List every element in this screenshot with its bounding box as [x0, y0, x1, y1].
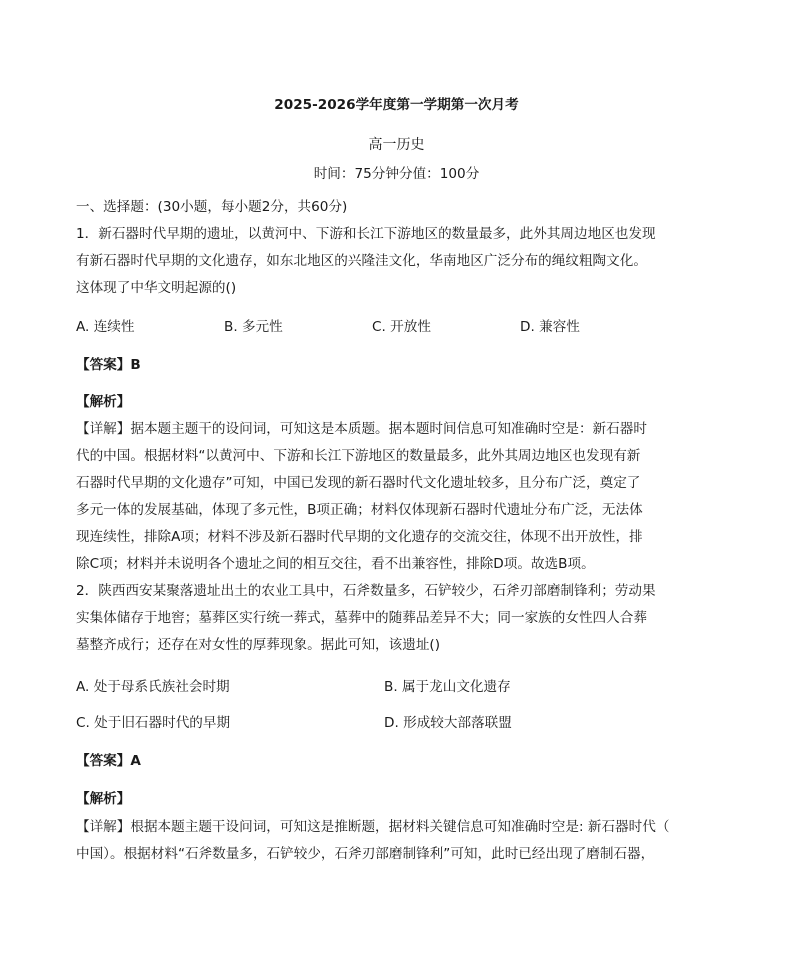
q1-detail-line: 现连续性，排除A项；材料不涉及新石器时代早期的文化遗存的交流交往，体现不出开放性，排 [76, 529, 643, 545]
q1-detail-line: 除C项；材料并未说明各个遗址之间的相互交往，看不出兼容性，排除D项。故选B项。 [76, 556, 595, 572]
q1-option-c: C. 开放性 [372, 319, 431, 335]
exam-title: 2025-2026学年度第一学期第一次月考 [274, 97, 519, 113]
q1-analysis-label: 【解析】 [76, 394, 131, 410]
q2-stem-line: 墓整齐成行；还存在对女性的厚葬现象。据此可知，该遗址() [76, 637, 441, 653]
q1-option-b: B. 多元性 [224, 319, 283, 335]
q2-detail-line: 【详解】根据本题主题干设问词，可知这是推断题，据材料关键信息可知准确时空是: 新石器时代（ [76, 819, 670, 835]
q2-analysis-label: 【解析】 [76, 791, 131, 807]
q2-option-c: C. 处于旧石器时代的早期 [76, 715, 231, 731]
q2-stem-line: 2．陕西西安某聚落遗址出土的农业工具中，石斧数量多，石铲较少，石斧刃部磨制锋利；劳动果 [76, 583, 656, 599]
q1-stem-line: 这体现了中华文明起源的() [76, 280, 237, 296]
section-heading: 一、选择题：(30小题，每小题2分，共60分) [76, 199, 348, 215]
q1-option-a: A. 连续性 [76, 319, 135, 335]
q2-option-b: B. 属于龙山文化遗存 [384, 679, 511, 695]
exam-time-info: 时间：75分钟分值：100分 [313, 166, 480, 182]
q2-option-d: D. 形成较大部落联盟 [384, 715, 512, 731]
q2-answer: 【答案】A [76, 753, 141, 769]
q1-detail-line: 石器时代早期的文化遗存”可知，中国已发现的新石器时代文化遗址较多，且分布广泛，奠定了 [76, 475, 641, 491]
q2-detail-line: 中国）。根据材料“石斧数量多，石铲较少，石斧刃部磨制锋利”可知，此时已经出现了磨制石器， [76, 846, 655, 862]
q1-stem-line: 1．新石器时代早期的遗址，以黄河中、下游和长江下游地区的数量最多，此外其周边地区也发现 [76, 226, 656, 242]
exam-subject: 高一历史 [368, 137, 425, 153]
q2-stem-line: 实集体储存于地窖；墓葬区实行统一葬式，墓葬中的随葬品差异不大；同一家族的女性四人合葬 [76, 610, 647, 626]
q1-detail-line: 多元一体的发展基础，体现了多元性，B项正确；材料仅体现新石器时代遗址分布广泛，无法体 [76, 502, 643, 518]
q1-option-d: D. 兼容性 [520, 319, 580, 335]
q1-detail-line: 【详解】据本题主题干的设问词，可知这是本质题。据本题时间信息可知准确时空是：新石器时 [76, 421, 647, 437]
q1-answer: 【答案】B [76, 357, 141, 373]
q1-detail-line: 代的中国。根据材料“以黄河中、下游和长江下游地区的数量最多，此外其周边地区也发现有新 [76, 448, 641, 464]
q2-option-a: A. 处于母系氏族社会时期 [76, 679, 230, 695]
q1-stem-line: 有新石器时代早期的文化遗存，如东北地区的兴隆洼文化，华南地区广泛分布的绳纹粗陶文化。 [76, 253, 647, 269]
